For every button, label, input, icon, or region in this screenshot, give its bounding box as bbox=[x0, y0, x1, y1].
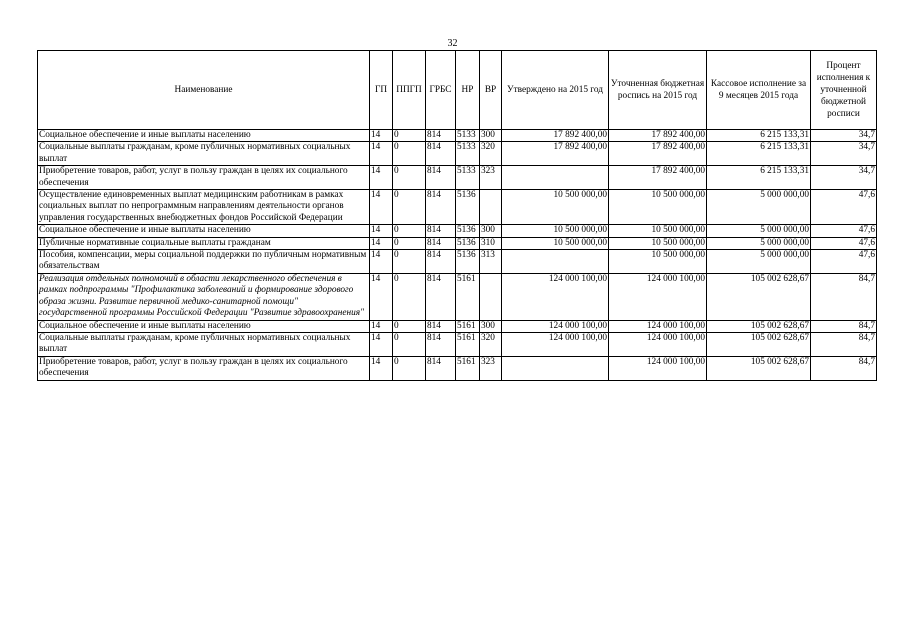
cell-gp: 14 bbox=[370, 130, 393, 142]
cell-name: Пособия, компенсации, меры социальной поддержки по публичным нормативным обязательствам bbox=[38, 250, 370, 274]
cell-grbs: 814 bbox=[426, 190, 456, 225]
cell-refined: 10 500 000,00 bbox=[609, 250, 707, 274]
cell-approved: 10 500 000,00 bbox=[502, 225, 609, 237]
cell-np: 5133 bbox=[456, 166, 480, 190]
cell-np: 5161 bbox=[456, 332, 480, 356]
cell-vr: 300 bbox=[480, 130, 502, 142]
cell-name: Реализация отдельных полномочий в области лекарственного обеспечения в рамках подпрограммы "Профилактика заболеваний и формирование здорового образа жизни. Развитие первичной медико-санитарной помощи" государственной программы Российской Федерации "Развитие здравоохранения" bbox=[38, 273, 370, 320]
cell-refined: 17 892 400,00 bbox=[609, 166, 707, 190]
cell-approved: 10 500 000,00 bbox=[502, 190, 609, 225]
cell-grbs: 814 bbox=[426, 320, 456, 332]
cell-vr bbox=[480, 273, 502, 320]
header-row bbox=[38, 51, 877, 130]
cell-np: 5161 bbox=[456, 273, 480, 320]
cell-refined: 124 000 100,00 bbox=[609, 356, 707, 380]
cell-grbs: 814 bbox=[426, 166, 456, 190]
cell-approved: 17 892 400,00 bbox=[502, 130, 609, 142]
budget-table bbox=[37, 50, 877, 381]
cell-approved bbox=[502, 166, 609, 190]
cell-vr: 300 bbox=[480, 320, 502, 332]
header-vr: ВР bbox=[480, 51, 502, 130]
table-body bbox=[38, 130, 877, 381]
page-number: 32 bbox=[447, 38, 458, 49]
cell-cash: 5 000 000,00 bbox=[707, 250, 811, 274]
cell-name: Социальные выплаты гражданам, кроме публичных нормативных социальных выплат bbox=[38, 142, 370, 166]
cell-name: Осуществление единовременных выплат медицинским работникам в рамках социальных выплат по непрограммным направлениям деятельности органов управления государственных внебюджетных фондов Российской Федерации bbox=[38, 190, 370, 225]
cell-gp: 14 bbox=[370, 250, 393, 274]
header-percent: Процент исполнения к уточненной бюджетной росписи bbox=[811, 51, 877, 130]
cell-percent: 47,6 bbox=[811, 190, 877, 225]
cell-gp: 14 bbox=[370, 225, 393, 237]
cell-cash: 105 002 628,67 bbox=[707, 320, 811, 332]
cell-ppgp: 0 bbox=[393, 142, 426, 166]
cell-gp: 14 bbox=[370, 142, 393, 166]
cell-refined: 17 892 400,00 bbox=[609, 142, 707, 166]
cell-percent: 47,6 bbox=[811, 225, 877, 237]
table-row bbox=[38, 273, 877, 320]
cell-grbs: 814 bbox=[426, 250, 456, 274]
cell-gp: 14 bbox=[370, 356, 393, 380]
cell-cash: 105 002 628,67 bbox=[707, 356, 811, 380]
cell-approved: 124 000 100,00 bbox=[502, 320, 609, 332]
cell-grbs: 814 bbox=[426, 356, 456, 380]
cell-grbs: 814 bbox=[426, 273, 456, 320]
cell-refined: 10 500 000,00 bbox=[609, 225, 707, 237]
cell-refined: 10 500 000,00 bbox=[609, 190, 707, 225]
cell-vr bbox=[480, 190, 502, 225]
cell-approved: 10 500 000,00 bbox=[502, 237, 609, 249]
header-refined: Уточненная бюджетная роспись на 2015 год bbox=[609, 51, 707, 130]
cell-np: 5133 bbox=[456, 130, 480, 142]
cell-gp: 14 bbox=[370, 320, 393, 332]
cell-approved: 17 892 400,00 bbox=[502, 142, 609, 166]
cell-ppgp: 0 bbox=[393, 273, 426, 320]
cell-name: Социальные выплаты гражданам, кроме публичных нормативных социальных выплат bbox=[38, 332, 370, 356]
cell-cash: 105 002 628,67 bbox=[707, 332, 811, 356]
header-grbs: ГРБС bbox=[426, 51, 456, 130]
table-row bbox=[38, 332, 877, 356]
cell-vr: 310 bbox=[480, 237, 502, 249]
cell-approved bbox=[502, 250, 609, 274]
cell-name: Социальное обеспечение и иные выплаты населению bbox=[38, 225, 370, 237]
header-cash: Кассовое исполнение за 9 месяцев 2015 года bbox=[707, 51, 811, 130]
cell-grbs: 814 bbox=[426, 142, 456, 166]
cell-np: 5136 bbox=[456, 225, 480, 237]
cell-cash: 5 000 000,00 bbox=[707, 225, 811, 237]
cell-percent: 84,7 bbox=[811, 273, 877, 320]
cell-ppgp: 0 bbox=[393, 320, 426, 332]
cell-percent: 47,6 bbox=[811, 237, 877, 249]
cell-gp: 14 bbox=[370, 166, 393, 190]
table-row bbox=[38, 225, 877, 237]
cell-vr: 323 bbox=[480, 166, 502, 190]
cell-np: 5136 bbox=[456, 190, 480, 225]
cell-vr: 313 bbox=[480, 250, 502, 274]
cell-percent: 34,7 bbox=[811, 130, 877, 142]
table-row bbox=[38, 250, 877, 274]
cell-name: Приобретение товаров, работ, услуг в пользу граждан в целях их социального обеспечения bbox=[38, 166, 370, 190]
cell-ppgp: 0 bbox=[393, 166, 426, 190]
cell-refined: 17 892 400,00 bbox=[609, 130, 707, 142]
cell-refined: 124 000 100,00 bbox=[609, 273, 707, 320]
cell-name: Приобретение товаров, работ, услуг в пользу граждан в целях их социального обеспечения bbox=[38, 356, 370, 380]
cell-cash: 6 215 133,31 bbox=[707, 142, 811, 166]
cell-cash: 105 002 628,67 bbox=[707, 273, 811, 320]
cell-np: 5136 bbox=[456, 250, 480, 274]
cell-percent: 34,7 bbox=[811, 166, 877, 190]
cell-cash: 6 215 133,31 bbox=[707, 166, 811, 190]
cell-refined: 124 000 100,00 bbox=[609, 320, 707, 332]
cell-grbs: 814 bbox=[426, 225, 456, 237]
cell-cash: 6 215 133,31 bbox=[707, 130, 811, 142]
cell-gp: 14 bbox=[370, 332, 393, 356]
cell-cash: 5 000 000,00 bbox=[707, 237, 811, 249]
cell-np: 5133 bbox=[456, 142, 480, 166]
cell-approved: 124 000 100,00 bbox=[502, 332, 609, 356]
cell-np: 5161 bbox=[456, 356, 480, 380]
table-row bbox=[38, 237, 877, 249]
table-row bbox=[38, 130, 877, 142]
table-row bbox=[38, 166, 877, 190]
cell-ppgp: 0 bbox=[393, 250, 426, 274]
table-row bbox=[38, 320, 877, 332]
header-approved: Утверждено на 2015 год bbox=[502, 51, 609, 130]
cell-grbs: 814 bbox=[426, 332, 456, 356]
cell-approved bbox=[502, 356, 609, 380]
table-row bbox=[38, 190, 877, 225]
cell-name: Публичные нормативные социальные выплаты гражданам bbox=[38, 237, 370, 249]
header-name: Наименование bbox=[38, 51, 370, 130]
table-row bbox=[38, 356, 877, 380]
cell-cash: 5 000 000,00 bbox=[707, 190, 811, 225]
cell-vr: 320 bbox=[480, 142, 502, 166]
cell-percent: 84,7 bbox=[811, 332, 877, 356]
cell-ppgp: 0 bbox=[393, 332, 426, 356]
cell-refined: 10 500 000,00 bbox=[609, 237, 707, 249]
cell-percent: 84,7 bbox=[811, 356, 877, 380]
cell-percent: 34,7 bbox=[811, 142, 877, 166]
cell-vr: 300 bbox=[480, 225, 502, 237]
cell-vr: 320 bbox=[480, 332, 502, 356]
cell-ppgp: 0 bbox=[393, 130, 426, 142]
cell-gp: 14 bbox=[370, 237, 393, 249]
cell-ppgp: 0 bbox=[393, 356, 426, 380]
header-ppgp: ППГП bbox=[393, 51, 426, 130]
cell-approved: 124 000 100,00 bbox=[502, 273, 609, 320]
cell-ppgp: 0 bbox=[393, 237, 426, 249]
cell-np: 5161 bbox=[456, 320, 480, 332]
header-gp: ГП bbox=[370, 51, 393, 130]
cell-ppgp: 0 bbox=[393, 190, 426, 225]
cell-vr: 323 bbox=[480, 356, 502, 380]
header-np: НР bbox=[456, 51, 480, 130]
cell-np: 5136 bbox=[456, 237, 480, 249]
cell-grbs: 814 bbox=[426, 130, 456, 142]
cell-gp: 14 bbox=[370, 190, 393, 225]
cell-gp: 14 bbox=[370, 273, 393, 320]
cell-grbs: 814 bbox=[426, 237, 456, 249]
cell-percent: 47,6 bbox=[811, 250, 877, 274]
cell-name: Социальное обеспечение и иные выплаты населению bbox=[38, 320, 370, 332]
cell-percent: 84,7 bbox=[811, 320, 877, 332]
table-row bbox=[38, 142, 877, 166]
cell-ppgp: 0 bbox=[393, 225, 426, 237]
cell-name: Социальное обеспечение и иные выплаты населению bbox=[38, 130, 370, 142]
cell-refined: 124 000 100,00 bbox=[609, 332, 707, 356]
